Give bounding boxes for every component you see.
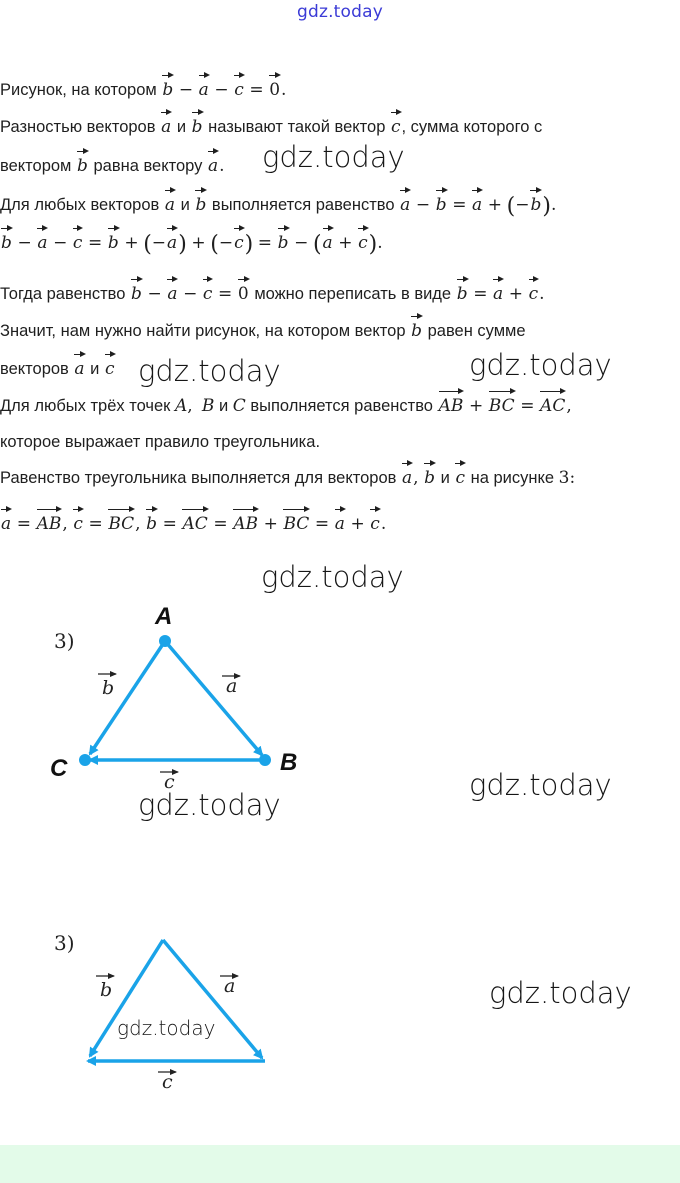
vector-a: a: [198, 80, 209, 100]
vector-BC: BC: [108, 514, 135, 534]
figure-label: 3): [54, 629, 75, 653]
equals: =: [257, 233, 273, 253]
paren: ): [542, 194, 551, 219]
vector-a: a: [37, 233, 48, 253]
text: Рисунок, на котором: [0, 81, 157, 99]
text: выполняется равенство: [250, 397, 433, 415]
vector-b: b: [435, 195, 447, 215]
text: Разностью векторов: [0, 118, 156, 136]
text-line-3: [0, 156, 225, 176]
equals: =: [314, 514, 330, 534]
text: которое выражает правило треугольника.: [0, 433, 321, 451]
vector-c-label: c: [164, 771, 175, 793]
minus: −: [415, 195, 431, 215]
minus: −: [178, 80, 194, 100]
plus: +: [350, 514, 365, 534]
minus: −: [183, 284, 198, 304]
vector-b: b: [456, 284, 468, 304]
site-logo[interactable]: gdz.today: [296, 2, 384, 22]
vector-c: c: [234, 233, 244, 253]
plus: +: [263, 514, 278, 534]
point-C-label: C: [50, 755, 68, 782]
vector-a: a: [322, 233, 333, 253]
vector-c-label: c: [162, 1071, 173, 1093]
point-C: C: [232, 396, 246, 416]
vector-b: b: [1, 233, 12, 253]
dot: .: [380, 514, 387, 534]
vector-b: b: [162, 80, 174, 100]
comma: ,: [566, 396, 572, 416]
vector-c: c: [390, 117, 401, 137]
point-B-dot: [259, 754, 271, 766]
minus: −: [17, 233, 32, 253]
paren: (: [210, 232, 219, 257]
dot: .: [281, 80, 287, 100]
text: на рисунке: [470, 469, 555, 487]
vector-b: b: [131, 284, 142, 304]
text: Тогда равенство: [0, 285, 126, 303]
comma: ,: [135, 514, 141, 534]
paren: ): [368, 232, 378, 257]
watermark: gdz.today: [469, 348, 612, 382]
text-line-11: [0, 468, 575, 488]
vector-c: c: [72, 233, 83, 253]
text-line-4: [0, 194, 556, 219]
watermark: gdz.today: [489, 976, 632, 1010]
vector-b: b: [424, 468, 436, 488]
dot: .: [219, 156, 225, 176]
vector-AB: AB: [36, 514, 62, 534]
comma: ,: [187, 396, 193, 416]
vector-b: b: [77, 156, 88, 176]
minus: −: [214, 80, 229, 100]
vector-a: a: [400, 195, 411, 215]
point-A: A: [174, 396, 188, 416]
equals: =: [218, 284, 233, 304]
text: и: [218, 397, 229, 415]
vector-a: a: [74, 359, 85, 379]
dot: .: [550, 195, 557, 215]
vector-b: b: [146, 514, 158, 534]
vector-a-label: a: [226, 675, 238, 697]
watermark: gdz.today: [117, 1016, 216, 1040]
paren: ): [244, 232, 254, 257]
paren: (: [312, 232, 322, 257]
dot: .: [539, 284, 545, 304]
text: векторов: [0, 360, 69, 378]
equals: =: [473, 284, 488, 304]
vector-b-label: b: [102, 677, 115, 699]
dot: .: [377, 233, 383, 253]
point-B: B: [201, 396, 215, 416]
minus: −: [151, 233, 167, 253]
vector-b: b: [530, 195, 542, 215]
watermark: gdz.today: [138, 354, 281, 388]
vector-a-arrow: [165, 641, 262, 755]
triangle-figure-2: [0, 920, 680, 1100]
vector-a-label: a: [224, 975, 236, 997]
text-line-10: [0, 433, 320, 452]
vector-a: a: [493, 284, 504, 304]
equals: =: [88, 514, 103, 534]
watermark: gdz.today: [469, 768, 612, 802]
text: и: [440, 469, 450, 487]
vector-a: a: [472, 195, 483, 215]
text: вектором: [0, 157, 72, 175]
plus: +: [124, 233, 139, 253]
text: Для любых трёх точек: [0, 397, 171, 415]
paren: (: [506, 194, 516, 219]
text: называют такой вектор: [208, 118, 386, 136]
text: выполняется равенство: [211, 196, 395, 214]
minus: −: [294, 233, 309, 253]
vector-zero: 0: [269, 80, 281, 100]
figure-label: 3): [54, 931, 75, 955]
minus: −: [218, 233, 234, 253]
text: Равенство треугольника выполняется для векторов: [0, 469, 397, 487]
vector-c: c: [358, 233, 368, 253]
point-B-label: B: [280, 749, 298, 776]
vector-AB: AB: [438, 396, 464, 416]
equals: =: [249, 80, 264, 100]
paren: (: [143, 232, 152, 257]
vector-b-label: b: [100, 979, 113, 1001]
text: равен сумме: [427, 322, 526, 340]
vector-a: a: [161, 117, 172, 137]
text: и: [176, 118, 187, 136]
text-line-8: [0, 360, 116, 379]
vector-a: a: [164, 195, 176, 215]
vector-AB: AB: [233, 514, 258, 534]
text-line-1: [0, 80, 286, 100]
vector-a: a: [402, 468, 413, 488]
footer-band: [0, 1145, 680, 1183]
vector-b: b: [195, 195, 207, 215]
plus: +: [487, 195, 503, 215]
vector-AC: AC: [182, 514, 208, 534]
vector-c: c: [370, 514, 380, 534]
formula-line-5: [0, 232, 383, 257]
text: равна вектору: [93, 157, 203, 175]
text: можно переписать в виде: [254, 285, 452, 303]
vector-a: a: [1, 514, 12, 534]
plus: +: [468, 396, 484, 416]
equals: =: [520, 396, 535, 416]
equals: =: [16, 514, 31, 534]
vector-c: c: [73, 514, 83, 534]
text-line-7: [0, 322, 526, 341]
watermark: gdz.today: [138, 788, 281, 822]
text: и: [90, 360, 100, 378]
minus: −: [515, 195, 530, 215]
text: и: [180, 196, 190, 214]
equals: =: [452, 195, 467, 215]
vector-b: b: [411, 321, 422, 341]
vector-c: c: [104, 359, 115, 379]
text: , сумма которого с: [401, 118, 543, 136]
equals: =: [162, 514, 177, 534]
vector-zero: 0: [237, 284, 249, 304]
text-line-2: [0, 118, 542, 137]
vector-c: c: [202, 284, 213, 304]
watermark: gdz.today: [262, 140, 405, 174]
text: Значит, нам нужно найти рисунок, на котором вектор: [0, 322, 406, 340]
vector-a: a: [167, 284, 178, 304]
watermark: gdz.today: [261, 560, 404, 594]
formula-line-12: [0, 514, 386, 534]
minus: −: [53, 233, 68, 253]
plus: +: [338, 233, 353, 253]
vector-AC: AC: [540, 396, 566, 416]
equals: =: [88, 233, 103, 253]
paren: ): [178, 232, 187, 257]
plus: +: [191, 233, 206, 253]
vector-a: a: [334, 514, 345, 534]
text: Для любых векторов: [0, 196, 160, 214]
vector-BC: BC: [283, 514, 310, 534]
equals: =: [213, 514, 228, 534]
vector-a: a: [208, 156, 219, 176]
vector-c: c: [234, 80, 244, 100]
figure-number: 3:: [558, 468, 576, 488]
text-line-9: [0, 396, 572, 416]
vector-b: b: [107, 233, 119, 253]
text-line-6: [0, 284, 545, 304]
point-A-dot: [159, 635, 171, 647]
vector-b: b: [191, 117, 203, 137]
vector-c: c: [455, 468, 465, 488]
vector-b: b: [277, 233, 289, 253]
vector-BC: BC: [488, 396, 515, 416]
plus: +: [508, 284, 524, 304]
point-A-label: A: [155, 603, 173, 630]
vector-a: a: [167, 233, 178, 253]
point-C-dot: [79, 754, 91, 766]
comma: ,: [413, 468, 419, 488]
vector-c: c: [528, 284, 539, 304]
minus: −: [147, 284, 162, 304]
comma: ,: [62, 514, 68, 534]
vector-a-arrow: [163, 940, 262, 1058]
